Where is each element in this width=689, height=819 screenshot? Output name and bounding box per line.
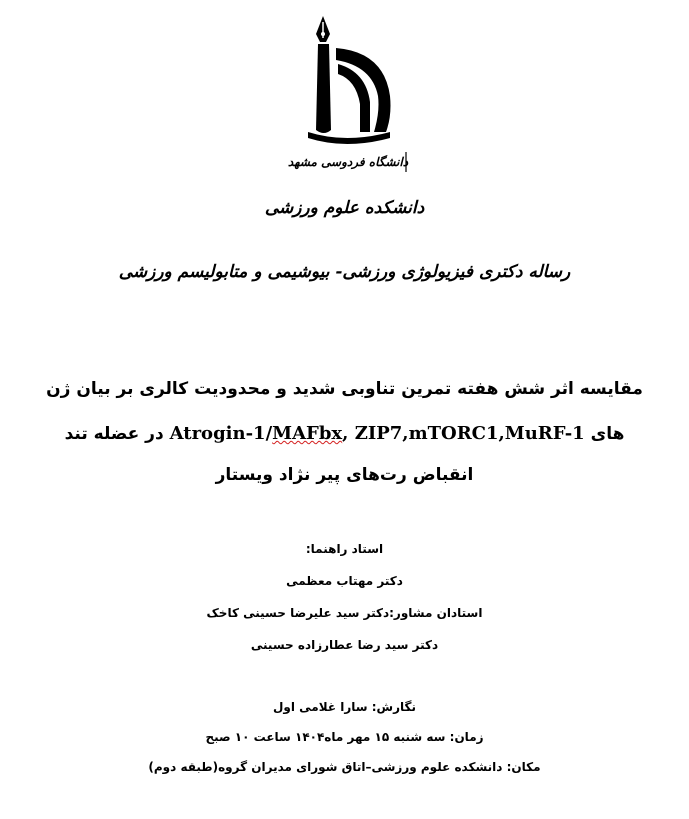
gene-mafbx: MAFbx — [272, 423, 343, 444]
thesis-title-line-1: مقایسه اثر شش هفته تمرین تناوبی شدید و محدودیت کالری بر بیان ژن — [46, 379, 643, 399]
defense-time: زمان: سه شنبه ۱۵ مهر ماه۱۴۰۴ ساعت ۱۰ صبح — [205, 730, 484, 744]
emblem-bar — [316, 44, 331, 133]
thesis-title-line-3: انقباض رت‌های پیر نژاد ویستار — [215, 465, 474, 485]
gene-others: , ZIP7,mTORC1,MuRF-1 — [342, 423, 585, 444]
advisors-line: استادان مشاور:دکتر سید علیرضا حسینی کاخک — [206, 606, 483, 620]
thesis-type: رساله دکتری فیزیولوژی ورزشی- بیوشیمی و متابولیسم ورزشی — [118, 262, 571, 282]
university-logo — [286, 12, 416, 177]
defense-place: مکان: دانشکده علوم ورزشی–اتاق شورای مدیران گروه(طبقه دوم) — [148, 760, 541, 774]
title-prefix: های — [590, 424, 625, 444]
emblem-base — [308, 132, 390, 144]
thesis-title-line-2 — [10, 423, 679, 444]
supervisor-name: دکتر مهتاب معظمی — [286, 574, 403, 588]
author-line: نگارش: سارا غلامی اول — [273, 700, 416, 714]
gene-list — [170, 423, 585, 444]
supervisor-label: استاد راهنما: — [305, 542, 384, 556]
pen-nib-icon — [316, 16, 330, 42]
title-suffix: در عضله تند — [64, 424, 164, 444]
gene-atrogin: Atrogin-1/ — [169, 423, 273, 444]
faculty-name: دانشکده علوم ورزشی — [264, 198, 425, 218]
advisor-second: دکتر سید رضا عطارزاده حسینی — [250, 638, 439, 652]
logo-caption: دانشگاه فردوسی مشهد — [287, 155, 409, 169]
emblem-wing-inner — [338, 64, 370, 132]
